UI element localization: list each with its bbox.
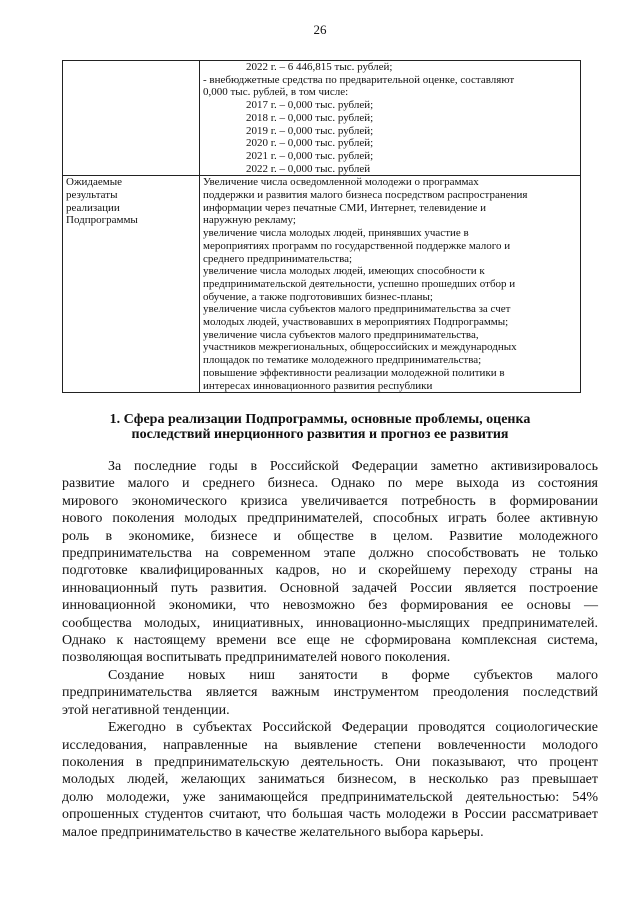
expected-results-line: обучение, а также подготовивших бизнес-планы; <box>203 290 433 303</box>
expected-results-line: участников межрегиональных, общероссийских и международных <box>203 341 517 354</box>
program-passport-table <box>62 60 581 393</box>
page-number: 26 <box>313 22 327 37</box>
section-heading <box>0 412 640 442</box>
paragraph-line: долю молодежи, уже занимающейся предпринимательской деятельностью: 54% <box>62 789 598 805</box>
expected-results-line: увеличение числа молодых людей, имеющих способности к <box>203 265 485 278</box>
body-paragraph <box>62 719 598 841</box>
expected-results-label-cell <box>63 176 200 393</box>
expected-results-label-line: Подпрограммы <box>66 214 138 227</box>
paragraph-line: предпринимательства на современном этапе должно способствовать не только <box>62 546 598 562</box>
paragraph-line: этой негативной тенденции. <box>62 702 230 718</box>
expected-results-line: Увеличение числа осведомленной молодежи о программах <box>203 176 479 189</box>
financing-line: 0,000 тыс. рублей, в том числе: <box>203 86 349 99</box>
paragraph-line: сообщества молодых, инициативных, инновационно-мыслящих предпринимателей. <box>62 615 598 631</box>
expected-results-label-line: результаты <box>66 189 118 202</box>
section-heading-line: 1. Сфера реализации Подпрограммы, основные проблемы, оценка <box>109 412 531 427</box>
expected-results-label-line: Ожидаемые <box>66 176 123 189</box>
paragraph-line: исследования, направленные на выявление степени вовлеченности молодого <box>62 737 598 753</box>
expected-results-line: поддержки и развития малого бизнеса посредством распространения <box>203 189 528 202</box>
expected-results-line: информации через печатные СМИ, Интернет, телевидение и <box>203 201 487 214</box>
expected-results-line: молодых людей, участвовавших в мероприятиях Подпрограммы; <box>203 316 509 329</box>
expected-results-cell <box>200 176 581 393</box>
paragraph-line: молодых людей, желающих заниматься бизнесом, в несколько раз превышает <box>62 772 598 788</box>
paragraph-line: развитие малого и среднего бизнеса. Однако по мере выхода из состояния <box>62 476 598 492</box>
expected-results-line: мероприятиях программ по государственной поддержке малого и <box>203 239 511 252</box>
paragraph-line: Ежегодно в субъектах Российской Федерации проводятся социологические <box>108 720 598 736</box>
financing-label-cell <box>63 61 200 176</box>
paragraph-line: Создание новых ниш занятости в форме субъектов малого <box>108 667 598 683</box>
body-paragraph <box>62 458 598 667</box>
expected-results-line: интересах инновационного развития республики <box>203 379 433 392</box>
financing-line: 2020 г. – 0,000 тыс. рублей; <box>246 137 374 150</box>
paragraph-line: позволяющая воспитывать предпринимателей нового поколения. <box>62 650 451 666</box>
financing-line: 2022 г. – 0,000 тыс. рублей <box>246 162 371 175</box>
financing-line: - внебюджетные средства по предварительной оценке, составляют <box>203 73 515 86</box>
section-heading-line: последствий инерционного развития и прогноз ее развития <box>131 427 509 442</box>
expected-results-line: наружную рекламу; <box>203 214 296 227</box>
paragraph-line: За последние годы в Российской Федерации заметно активизировалось <box>108 459 598 474</box>
financing-line: 2017 г. – 0,000 тыс. рублей; <box>246 99 374 112</box>
expected-results-line: увеличение числа субъектов малого предпринимательства за счет <box>203 303 511 316</box>
expected-results-line: повышение эффективности реализации молодежной политики в <box>203 366 505 379</box>
expected-results-label-line: реализации <box>66 201 120 214</box>
paragraph-line: подготовке квалифицированных кадров, но и скорейшему переходу страны на <box>62 563 598 579</box>
expected-results-line: среднего предпринимательства; <box>203 252 353 265</box>
paragraph-line: малое предпринимательство в качестве желательного выбора карьеры. <box>62 824 484 840</box>
paragraph-line: инновационной экономики, что невозможно без формирования ее основы — <box>62 598 598 614</box>
financing-line: 2022 г. – 6 446,815 тыс. рублей; <box>246 61 393 73</box>
body-text <box>62 458 598 841</box>
paragraph-line: мирового экономического кризиса увеличивается потребность в формировании <box>62 493 598 509</box>
financing-line: 2018 г. – 0,000 тыс. рублей; <box>246 111 374 124</box>
paragraph-line: нового поколения молодых предпринимателей, способных играть более активную <box>62 511 598 527</box>
expected-results-line: предпринимательской деятельности, успешно прошедших отбор и <box>203 277 516 290</box>
paragraph-line: предпринимательства является важным инструментом преодоления последствий <box>62 685 598 701</box>
body-paragraph <box>62 667 598 719</box>
financing-line: 2019 г. – 0,000 тыс. рублей; <box>246 124 374 137</box>
paragraph-line: опрошенных студентов считают, что большая часть молодежи в России рассматривает <box>62 807 598 823</box>
paragraph-line: Однако к настоящему времени все еще не сформирована комплексная система, <box>62 633 598 649</box>
paragraph-line: инновационный путь развития. Основной задачей России является построение <box>62 580 598 596</box>
financing-line: 2021 г. – 0,000 тыс. рублей; <box>246 149 374 162</box>
expected-results-line: увеличение числа молодых людей, принявших участие в <box>203 227 469 240</box>
paragraph-line: поколения в предпринимательскую деятельность. Они показывают, что процент <box>62 754 598 770</box>
financing-cell <box>200 61 581 176</box>
expected-results-line: площадок по тематике молодежного предпринимательства; <box>203 354 482 367</box>
financing-row <box>63 61 581 176</box>
expected-results-row <box>63 176 581 393</box>
paragraph-line: роль в экономике, бизнесе и обществе в целом. Развитие молодежного <box>62 528 598 544</box>
expected-results-line: увеличение числа субъектов малого предпринимательства, <box>203 328 479 341</box>
